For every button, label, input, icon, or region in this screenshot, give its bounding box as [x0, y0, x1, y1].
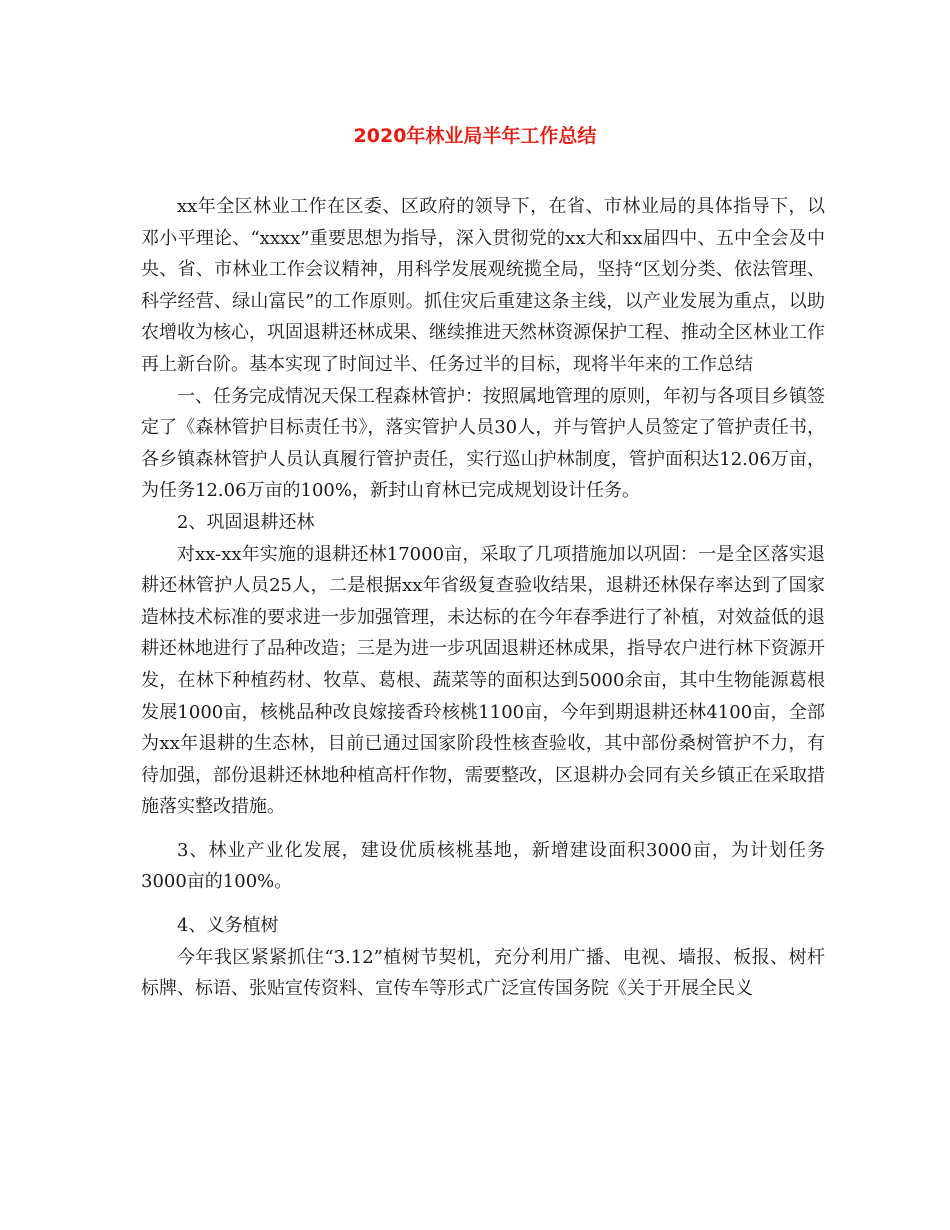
paragraph-section-4: 今年我区紧紧抓住“3.12”植树节契机，充分利用广播、电视、墙报、板报、树杆标牌、标语、张贴宣传资料、宣传车等形式广泛宣传国务院《关于开展全民义 [141, 946, 825, 1000]
paragraph-section-1: 一、任务完成情况天保工程森林管护：按照属地管理的原则，年初与各项目乡镇签定了《森林管护目标责任书》，落实管护人员30人，并与管护人员签定了管护责任书，各乡镇森林管护人员认真履行管护责任，实行巡山护林制度，管护面积达12.06万亩，为任务12.06万亩的100%，新封山育林已完成规划设计任务。 [141, 385, 825, 502]
document-title: 2020年林业局半年工作总结 [353, 125, 597, 147]
document-body [141, 191, 825, 1005]
heading-section-4: 4、义务植树 [177, 915, 279, 937]
paragraph-section-2: 对xx-xx年实施的退耕还林17000亩，采取了几项措施加以巩固：一是全区落实退耕还林管护人员25人，二是根据xx年省级复查验收结果，退耕还林保存率达到了国家造林技术标准的要求进一步加强管理，未达标的在今年春季进行了补植，对效益低的退耕还林地进行了品种改造；三是为进一步巩固退耕还林成果，指导农户进行林下资源开发，在林下种植药材、牧草、葛根、蔬菜等的面积达到5000余亩，其中生物能源葛根发展1000亩，核桃品种改良嫁接香玲核桃1100亩，今年到期退耕还林4100亩，全部为xx年退耕的生态林，目前已通过国家阶段性核查验收，其中部份桑树管护不力，有待加强，部份退耕还林地种植高杆作物，需要整改，区退耕办会同有关乡镇正在采取措施落实整改措施。 [141, 543, 825, 818]
paragraph-intro: xx年全区林业工作在区委、区政府的领导下，在省、市林业局的具体指导下，以邓小平理论、“xxxx”重要思想为指导，深入贯彻党的xx大和xx届四中、五中全会及中央、省、市林业工作会议精神，用科学发展观统揽全局，坚持“区划分类、依法管理、科学经营、绿山富民”的工作原则。抓住灾后重建这条主线，以产业发展为重点，以助农增收为核心，巩固退耕还林成果、继续推进天然林资源保护工程、推动全区林业工作再上新台阶。基本实现了时间过半、任务过半的目标，现将半年来的工作总结 [141, 196, 825, 375]
heading-section-2: 2、巩固退耕还林 [177, 511, 315, 533]
paragraph-section-3: 3、林业产业化发展，建设优质核桃基地，新增建设面积3000亩，为计划任务3000亩的100%。 [141, 839, 825, 893]
